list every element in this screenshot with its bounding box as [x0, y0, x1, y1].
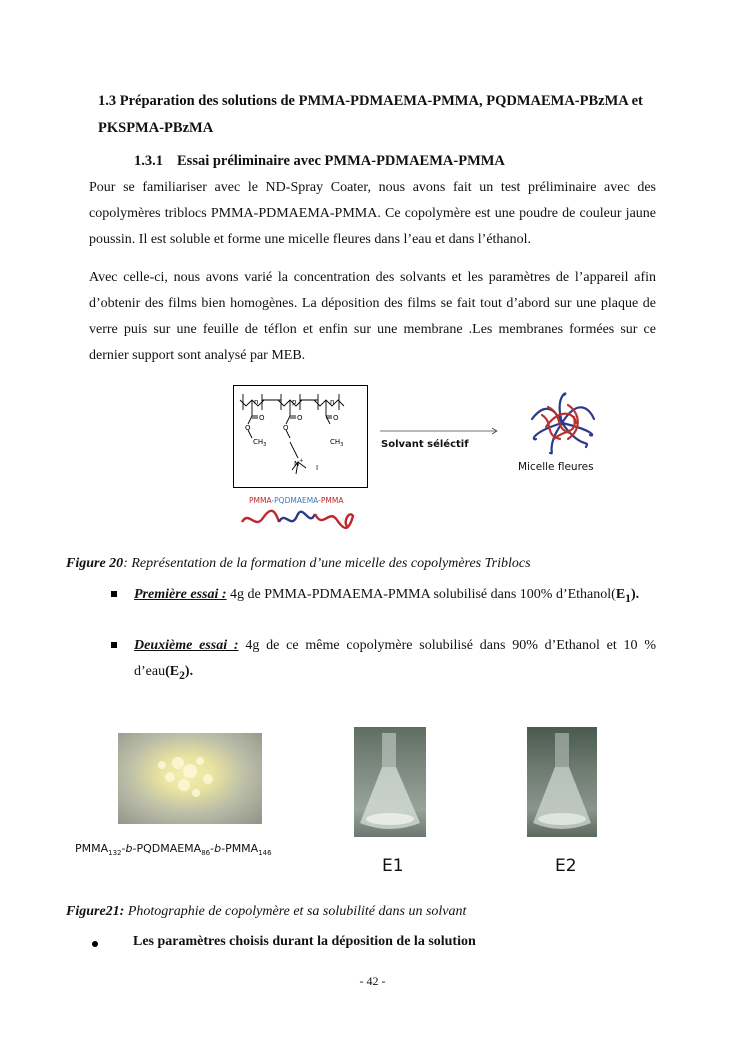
bullet-2-sub: 2: [179, 668, 185, 682]
figure-21-caption-text: Photographie de copolymère et sa solubilité dans un solvant: [124, 904, 467, 919]
chem-o-5: O: [283, 424, 289, 432]
e2-label: E2: [555, 856, 577, 876]
figure-20-caption: [66, 556, 531, 572]
chain-label-dash-1: -: [271, 496, 275, 505]
chem-n-label-2: n: [330, 398, 335, 406]
paragraph-1-text: Pour se familiariser avec le ND-Spray Coater, nous avons fait un test préliminaire avec des copolymères triblocs PMMA-PDMAEMA-PMMA. Ce copolymère est une poudre de couleur jaune poussin. Il est soluble et forme une micelle fleures dans l’eau et dans l’éthanol.: [89, 180, 656, 247]
arrow: [378, 424, 503, 438]
chem-o-1: O: [259, 414, 265, 422]
chemical-structure-diagram: [234, 386, 367, 487]
final-bullet-text: Les paramètres choisis durant la déposition de la solution: [133, 934, 476, 949]
micelle-label: Micelle fleures: [518, 461, 594, 473]
paragraph-2: [89, 265, 656, 369]
chem-ch3-2: $CH_3$: [330, 438, 344, 448]
chem-iodide: I: [316, 464, 319, 472]
section-heading: 1.3 Préparation des solutions de PMMA-PDMAEMA-PMMA, PQDMAEMA-PBzMA et PKSPMA-PBzMA: [98, 93, 643, 136]
bullet-item-2: [111, 633, 656, 689]
chain-label-pmma-1: PMMA: [249, 496, 272, 505]
figure-20-caption-text: : Représentation de la formation d’une micelle des copolymères Triblocs: [123, 556, 531, 571]
figure-21-label: Figure21:: [66, 904, 125, 919]
chemical-structure-box: [233, 385, 368, 488]
bullet-square-icon: [111, 642, 117, 648]
page-number: - 42 -: [359, 974, 386, 988]
chain-label-pmma-2: PMMA: [320, 496, 344, 505]
chain-label-pqdmaema: PQDMAEMA: [274, 496, 319, 505]
bullet-2-end: ).: [184, 664, 194, 679]
bullet-item-1: [111, 582, 656, 612]
polymer-chain-drawing: [239, 506, 357, 532]
bullet-square-icon: [111, 591, 117, 597]
bullet-dot-icon: [92, 941, 98, 947]
chain-label-dash-2: -: [318, 496, 321, 505]
figure-20-label: Figure 20: [66, 556, 124, 571]
micelle-illustration: [524, 389, 600, 457]
arrow-label: Solvant séléctif: [381, 439, 469, 450]
flask-e2-photo: [527, 727, 597, 837]
chem-o-4: O: [245, 424, 251, 432]
chem-ch3-1: $CH_3$: [253, 438, 267, 448]
powder-photo: [118, 733, 262, 824]
subsection-heading: [134, 153, 505, 170]
subsection-number: 1.3.1: [134, 153, 163, 169]
subsection-title: Essai préliminaire avec PMMA-PDMAEMA-PMMA: [177, 153, 505, 169]
chem-n-plus: N+: [294, 458, 304, 468]
bullet-2-bold: (E: [165, 664, 180, 679]
paragraph-1: [89, 175, 656, 253]
chem-o-3: O: [333, 414, 339, 422]
flask-e1-photo: [354, 727, 426, 837]
bullet-2-label: Deuxième essai :: [134, 638, 239, 653]
e1-label: E1: [382, 856, 404, 876]
bullet-1-end: ).: [630, 587, 640, 602]
chain-label: [249, 496, 343, 505]
bullet-1-bold: E: [615, 587, 626, 602]
bullet-2-text: 4g de ce même copolymère solubilisé dans 90% d’Ethanol et 10 % d’eau: [134, 638, 656, 679]
chem-p-label: p: [292, 398, 297, 406]
polymer-label: $PMMA_{132}-b-PQDMAEMA_{86}-b-PMMA_{146}$: [75, 842, 272, 858]
chem-o-2: O: [297, 414, 303, 422]
chem-n-label: n: [254, 398, 259, 406]
paragraph-2-text: Avec celle-ci, nous avons varié la concentration des solvants et les paramètres de l’appareil afin d’obtenir des films bien homogènes. La déposition des films se fait tout d’abord sur une plaque de verre puis sur une feuille de téflon et enfin sur une membrane .Les membranes formées sur ce dernier support sont analysé par MEB.: [89, 270, 656, 363]
powder-texture: [118, 733, 262, 824]
flask-e2-shape: [527, 727, 597, 837]
figure-21-caption: [66, 904, 466, 920]
flask-e1-shape: [354, 727, 426, 837]
bullet-1-text: 4g de PMMA-PDMAEMA-PMMA solubilisé dans 100% d’Ethanol(: [226, 587, 616, 602]
bullet-1-label: Première essai :: [134, 587, 227, 602]
bullet-1-sub: 1: [625, 591, 631, 605]
